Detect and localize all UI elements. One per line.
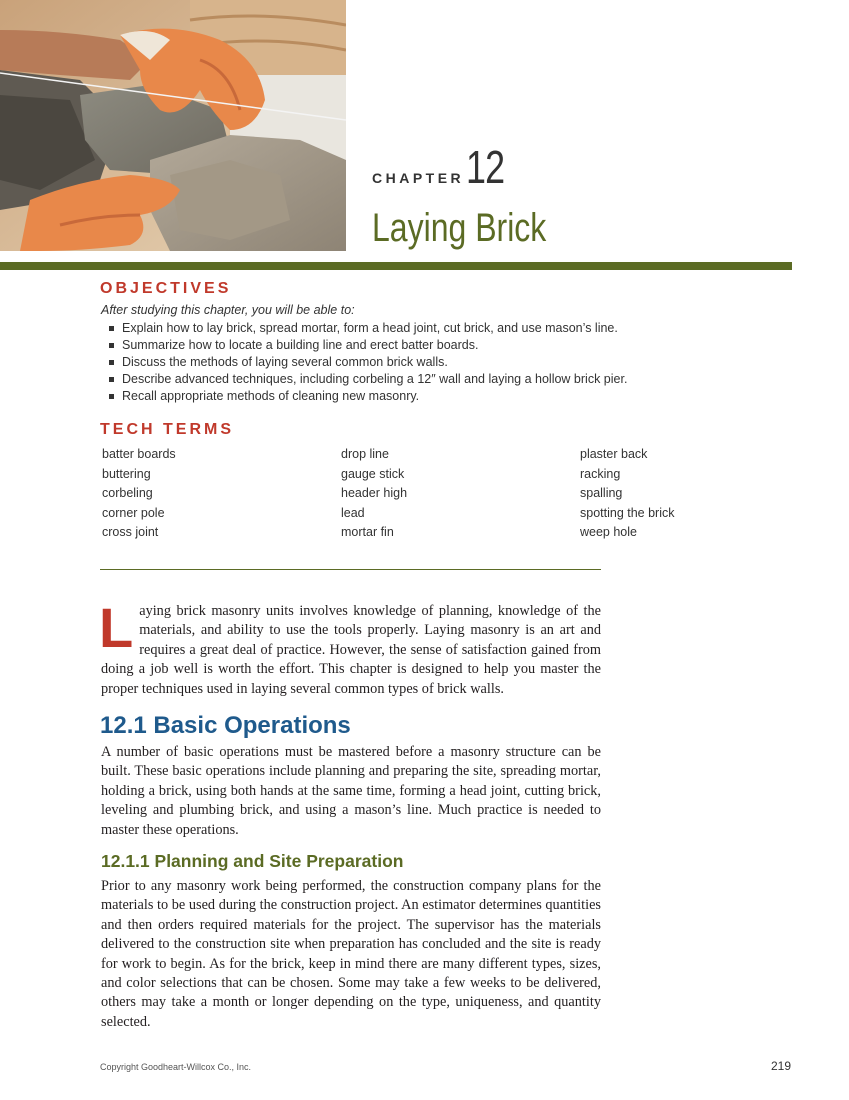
page-number: 219: [770, 1059, 791, 1073]
title-divider-bar: [0, 262, 792, 270]
bullet-icon: [109, 360, 114, 365]
objective-item: Explain how to lay brick, spread mortar, form a head joint, cut brick, and use mason’s line.: [106, 320, 627, 337]
section-heading: 12.1 Basic Operations: [100, 712, 351, 739]
tech-terms-column-3: [580, 445, 675, 543]
intro-text: aying brick masonry units involves knowledge of planning, knowledge of the materials, and ability to use the tools properly. Laying masonry is an art and requires a great deal of practice. However, the sense of satisfaction gained from doing a job well is worth the effort. This chapter is designed to help you master the proper techniques used in laying several common types of brick walls.: [101, 603, 601, 697]
tech-term: corbeling: [102, 486, 153, 500]
objective-item: Recall appropriate methods of cleaning new masonry.: [106, 388, 627, 405]
section-rule: [100, 569, 601, 570]
tech-term: spotting the brick: [580, 505, 675, 520]
tech-terms-heading: TECH TERMS: [100, 421, 234, 438]
subsection-paragraph: Prior to any masonry work being performed, the construction company plans for the materials to be used during the construction project. An estimator determines quantities and then orders required materials for the project. The supervisor has the materials delivered to the construction site when preparation has concluded and the site is ready for work to begin. As for the brick, keep in mind there are many different types, sizes, and color selections that can be chosen. Some may take a few weeks to be delivered, others may take a month or longer depending on the type, uniqueness, and quantity selected.: [101, 878, 601, 1030]
tech-term: buttering: [102, 466, 151, 481]
hands-laying-stone-image: [0, 0, 346, 251]
bullet-icon: [109, 343, 114, 348]
tech-term: cross joint: [102, 525, 159, 539]
chapter-title: Laying Brick: [372, 206, 547, 250]
chapter-label: CHAPTER: [372, 170, 465, 186]
copyright-notice: Copyright Goodheart-Willcox Co., Inc.: [100, 1062, 252, 1072]
chapter-number: 12: [466, 141, 505, 193]
tech-term: weep hole: [580, 525, 637, 539]
subsection-heading: 12.1.1 Planning and Site Preparation: [101, 851, 404, 871]
tech-term: lead: [341, 505, 365, 520]
tech-term: header high: [341, 486, 408, 500]
tech-term: plaster back: [580, 447, 648, 461]
objective-item: Summarize how to locate a building line and erect batter boards.: [106, 337, 627, 354]
tech-terms-column-1: [102, 445, 176, 543]
drop-cap: L: [99, 596, 134, 659]
objectives-intro: After studying this chapter, you will be able to:: [101, 303, 355, 317]
tech-term: corner pole: [102, 505, 165, 520]
bullet-icon: [109, 326, 114, 331]
section-paragraph: A number of basic operations must be mastered before a masonry structure can be built. These basic operations include planning and preparing the site, spreading mortar, holding a brick, using both hands at the same time, forming a head joint, cutting brick, leveling and plumbing brick, and using a mason’s line. Much practice is needed to master these operations.: [101, 744, 601, 838]
bullet-icon: [109, 394, 114, 399]
chapter-photo: [0, 0, 346, 251]
tech-term: gauge stick: [341, 466, 405, 481]
tech-term: drop line: [341, 447, 389, 461]
objective-item: Discuss the methods of laying several common brick walls.: [106, 354, 627, 371]
objectives-list: [106, 320, 627, 405]
tech-term: batter boards: [102, 447, 176, 461]
tech-term: racking: [580, 466, 621, 481]
tech-term: mortar fin: [341, 525, 394, 539]
tech-term: spalling: [580, 486, 623, 500]
objective-item: Describe advanced techniques, including corbeling a 12″ wall and laying a hollow brick pier.: [106, 371, 627, 388]
bullet-icon: [109, 377, 114, 382]
tech-terms-column-2: [341, 445, 407, 543]
intro-paragraph: [99, 596, 601, 699]
objectives-heading: OBJECTIVES: [100, 280, 232, 297]
